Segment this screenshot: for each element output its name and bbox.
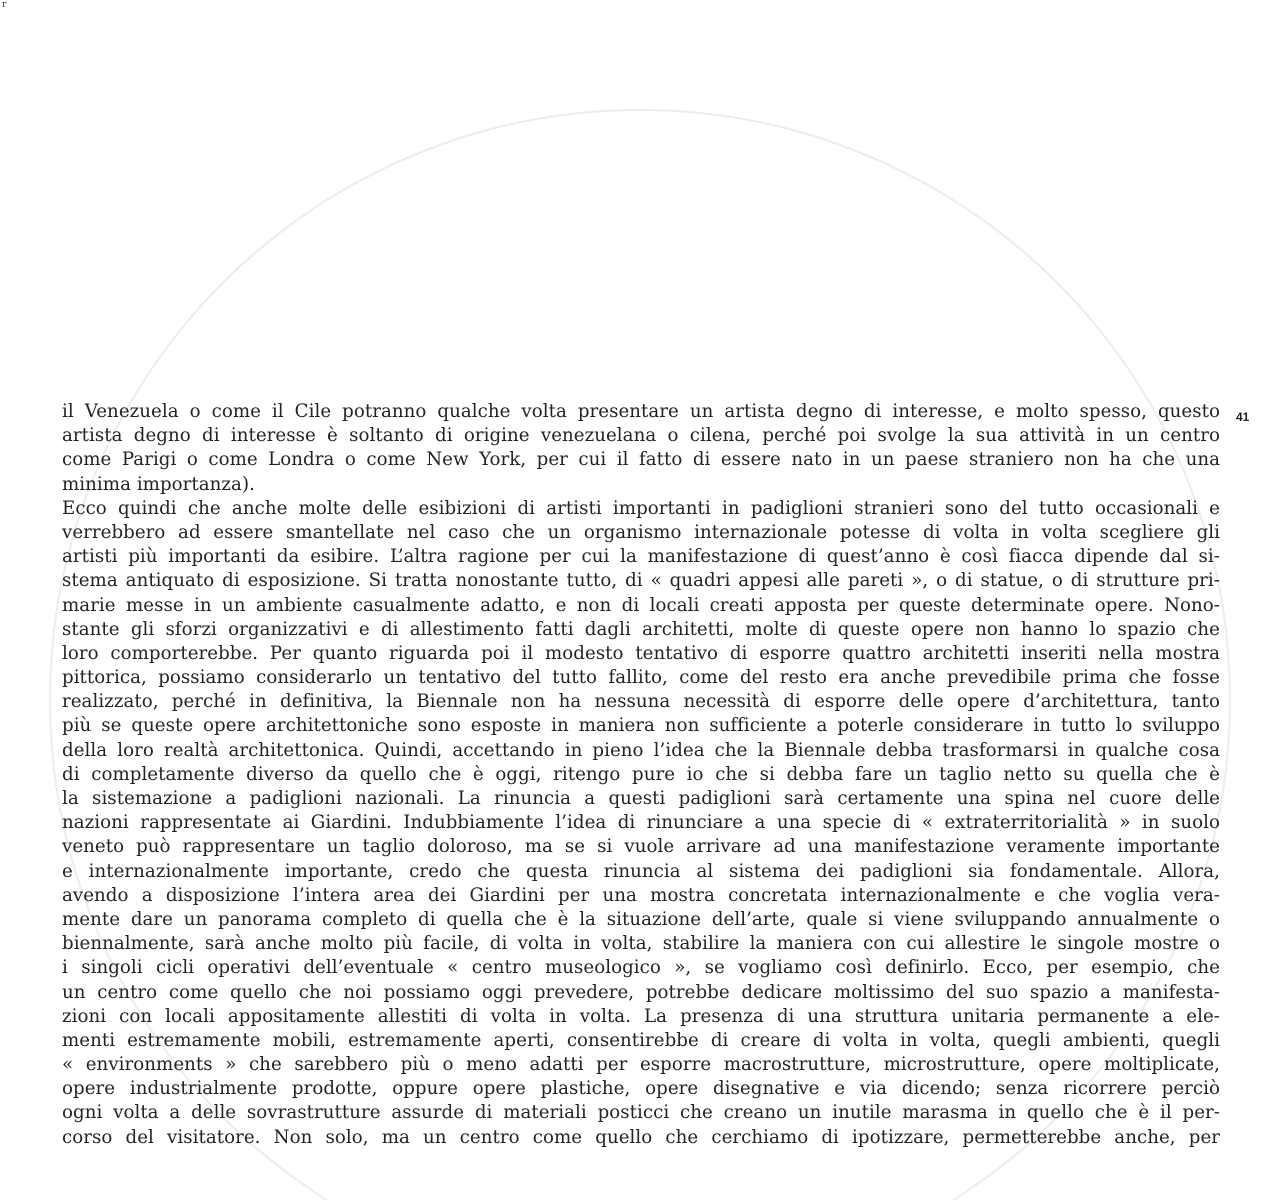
text-line: « environments » che sarebbero più o meno adatti per esporre macrostrutture, microstrutture, opere moltiplicate, [62,1054,1220,1076]
text-line: artista degno di interesse è soltanto di origine venezuelana o cilena, perché poi svolge la sua attività in un centro [62,425,1220,447]
text-line: loro comporterebbe. Per quanto riguarda poi il modesto tentativo di esporre quattro architetti inseriti nella mostra [62,642,1220,664]
body-text [62,400,1220,1150]
text-line: opere industrialmente prodotte, oppure opere plastiche, opere disegnative e via dicendo; senza ricorrere perciò [62,1078,1220,1100]
text-line: più se queste opere architettoniche sono esposte in maniera non sufficiente a poterle considerare in tutto lo sviluppo [62,715,1220,737]
corner-mark: r [2,0,7,10]
text-line: stante gli sforzi organizzativi e di allestimento fatti dagli architetti, molte di queste opere non hanno lo spazio che [62,618,1220,640]
text-line: veneto può rappresentare un taglio doloroso, ma se si vuole arrivare ad una manifestazione veramente importante [62,836,1220,858]
text-line: della loro realtà architettonica. Quindi, accettando in pieno l’idea che la Biennale debba trasformarsi in qualche cosa [62,739,1220,761]
text-line: menti estremamente mobili, estremamente aperti, consentirebbe di creare di volta in volta, quegli ambienti, quegli [62,1029,1220,1051]
text-line: zioni con locali appositamente allestiti di volta in volta. La presenza di una struttura unitaria permanente a ele- [62,1005,1220,1027]
text-line: mente dare un panorama completo di quella che è la situazione dell’arte, quale si viene sviluppando annualmente o [62,908,1220,930]
text-line: artisti più importanti da esibire. L’altra ragione per cui la manifestazione di quest’anno è così fiacca dipende dal si- [62,546,1220,568]
text-line: come Parigi o come Londra o come New York, per cui il fatto di essere nato in un paese straniero non ha che una [62,449,1220,471]
text-line: i singoli cicli operativi dell’eventuale « centro museologico », se vogliamo così definirlo. Ecco, per esempio, che [62,957,1220,979]
text-line: un centro come quello che noi possiamo oggi prevedere, potrebbe dedicare moltissimo del suo spazio a manifesta- [62,981,1220,1003]
text-line: corso del visitatore. Non solo, ma un centro come quello che cerchiamo di ipotizzare, permetterebbe anche, per [62,1126,1220,1148]
text-line: di completamente diverso da quello che è oggi, ritengo pure io che si debba fare un taglio netto su quella che è [62,763,1220,785]
text-line: stema antiquato di esposizione. Si tratta nonostante tutto, di « quadri appesi alle pareti », o di statue, o di strutture pri- [62,570,1220,592]
text-line: e internazionalmente importante, credo che questa rinuncia al sistema dei padiglioni sia fondamentale. Allora, [62,860,1220,882]
page-number: 41 [1236,410,1250,424]
text-line: la sistemazione a padiglioni nazionali. La rinuncia a questi padiglioni sarà certamente una spina nel cuore delle [62,788,1220,809]
text-line: Ecco quindi che anche molte delle esibizioni di artisti importanti in padiglioni stranieri sono del tutto occasionali e [62,497,1220,519]
text-line: marie messe in un ambiente casualmente adatto, e non di locali creati apposta per queste determinate opere. Nono- [62,594,1220,616]
text-line: pittorica, possiamo considerarlo un tentativo del tutto fallito, come del resto era anche prevedibile prima che fosse [62,667,1220,689]
text-line: ogni volta a delle sovrastrutture assurde di materiali posticci che creano un inutile marasma in quello che è il per- [62,1102,1220,1124]
text-line: minima importanza). [62,473,255,495]
text-line: realizzato, perché in definitiva, la Biennale non ha nessuna necessità di esporre delle opere d’architettura, tanto [62,691,1220,713]
text-line: avendo a disposizione l’intera area dei Giardini per una mostra concretata internazionalmente e che voglia vera- [62,884,1220,906]
text-line: verrebbero ad essere smantellate nel caso che un organismo internazionale potesse di volta in volta scegliere gli [62,521,1220,543]
text-line: il Venezuela o come il Cile potranno qualche volta presentare un artista degno di interesse, e molto spesso, questo [62,401,1220,422]
text-line: biennalmente, sarà anche molto più facile, di volta in volta, stabilire la maniera con cui allestire le singole mostre o [62,933,1220,955]
text-line: nazioni rappresentate ai Giardini. Indubbiamente l’idea di rinunciare a una specie di « extraterritorialità » in suolo [62,812,1220,834]
